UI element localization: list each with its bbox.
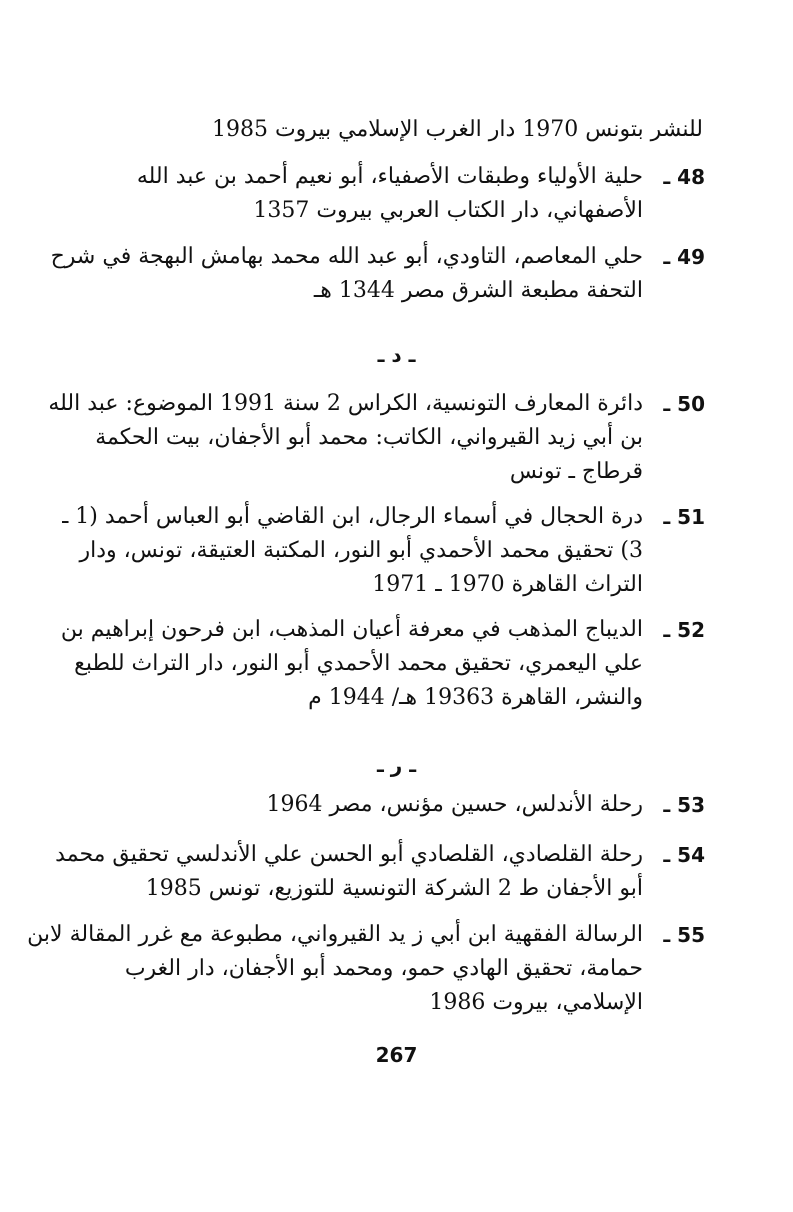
entry-line: التحفة مطبعة الشرق مصر 1344 هـ (313, 278, 643, 303)
entry-text (108, 788, 643, 822)
entry-number: 53 ـ (663, 793, 705, 817)
entry-text (27, 918, 643, 1020)
entry-line: والنشر، القاهرة 19363 هـ/ 1944 م (308, 685, 643, 710)
entry-number: 50 ـ (663, 392, 705, 416)
section-heading-dal: ـ د ـ (377, 343, 416, 367)
bibliography-entry-54 (55, 838, 705, 906)
bibliography-entry-51 (61, 500, 705, 602)
entry-line: الرسالة الفقهية ابن أبي ز يد القيرواني، مطبوعة مع غرر المقالة لابن (27, 922, 643, 947)
entry-line: حلي المعاصم، التاودي، أبو عبد الله محمد بهامش البهجة في شرح (50, 244, 643, 269)
entry-line: حمامة، تحقيق الهادي حمو، ومحمد أبو الأجفان، دار الغرب (124, 956, 643, 981)
entry-text (61, 613, 643, 715)
entry-line: قرطاج ـ تونس (509, 459, 643, 484)
entry-line: التراث القاهرة 1970 ـ 1971 (372, 572, 643, 597)
entry-line: الديباج المذهب في معرفة أعيان المذهب، ابن فرحون إبراهيم بن (60, 617, 643, 642)
entry-number: 48 ـ (663, 165, 705, 189)
entry-number: 51 ـ (663, 505, 705, 529)
bibliography-entry-55 (27, 918, 705, 1020)
entry-line: دائرة المعارف التونسية، الكراس 2 سنة 1991 الموضوع: عبد الله (48, 391, 643, 416)
entry-line: رحلة القلصادي، القلصادي أبو الحسن علي الأندلسي تحقيق محمد (55, 842, 643, 867)
entry-number: 49 ـ (663, 245, 705, 269)
entry-text (108, 160, 643, 228)
entry-line: الأصفهاني، دار الكتاب العربي بيروت 1357 (253, 198, 643, 223)
entry-line: الإسلامي، بيروت 1986 (429, 990, 643, 1015)
continuation-line: للنشر بتونس 1970 دار الغرب الإسلامي بيروت 1985 (211, 117, 703, 142)
bibliography-entry-49 (50, 240, 705, 308)
entry-number: 54 ـ (663, 843, 705, 867)
entry-line: 3) تحقيق محمد الأحمدي أبو النور، المكتبة العتيقة، تونس، ودار (79, 538, 643, 563)
entry-text (62, 500, 643, 602)
page-number: 267 (375, 1043, 418, 1067)
bibliography-entry-52 (60, 613, 705, 715)
entry-text (51, 240, 643, 308)
section-heading-ra: ـ ر ـ (376, 753, 417, 777)
bibliography-entry-48 (108, 160, 705, 228)
bibliography-entry-53 (108, 788, 705, 822)
entry-line: درة الحجال في أسماء الرجال، ابن القاضي أبو العباس أحمد (1 ـ (61, 504, 643, 529)
entry-line: بن أبي زيد القيرواني، الكاتب: محمد أبو الأجفان، بيت الحكمة (95, 425, 643, 450)
entry-line: رحلة الأندلس، حسين مؤنس، مصر 1964 (266, 792, 643, 817)
entry-line: حلية الأولياء وطبقات الأصفياء، أبو نعيم أحمد بن عبد الله (136, 164, 643, 189)
bibliography-entry-50 (48, 387, 705, 489)
entry-number: 55 ـ (663, 923, 705, 947)
entry-text (48, 387, 643, 489)
entry-text (55, 838, 643, 906)
entry-line: علي اليعمري، تحقيق محمد الأحمدي أبو النور، دار التراث للطبع (74, 651, 643, 676)
entry-line: أبو الأجفان ط 2 الشركة التونسية للتوزيع، تونس 1985 (145, 876, 643, 901)
entry-number: 52 ـ (663, 618, 705, 642)
